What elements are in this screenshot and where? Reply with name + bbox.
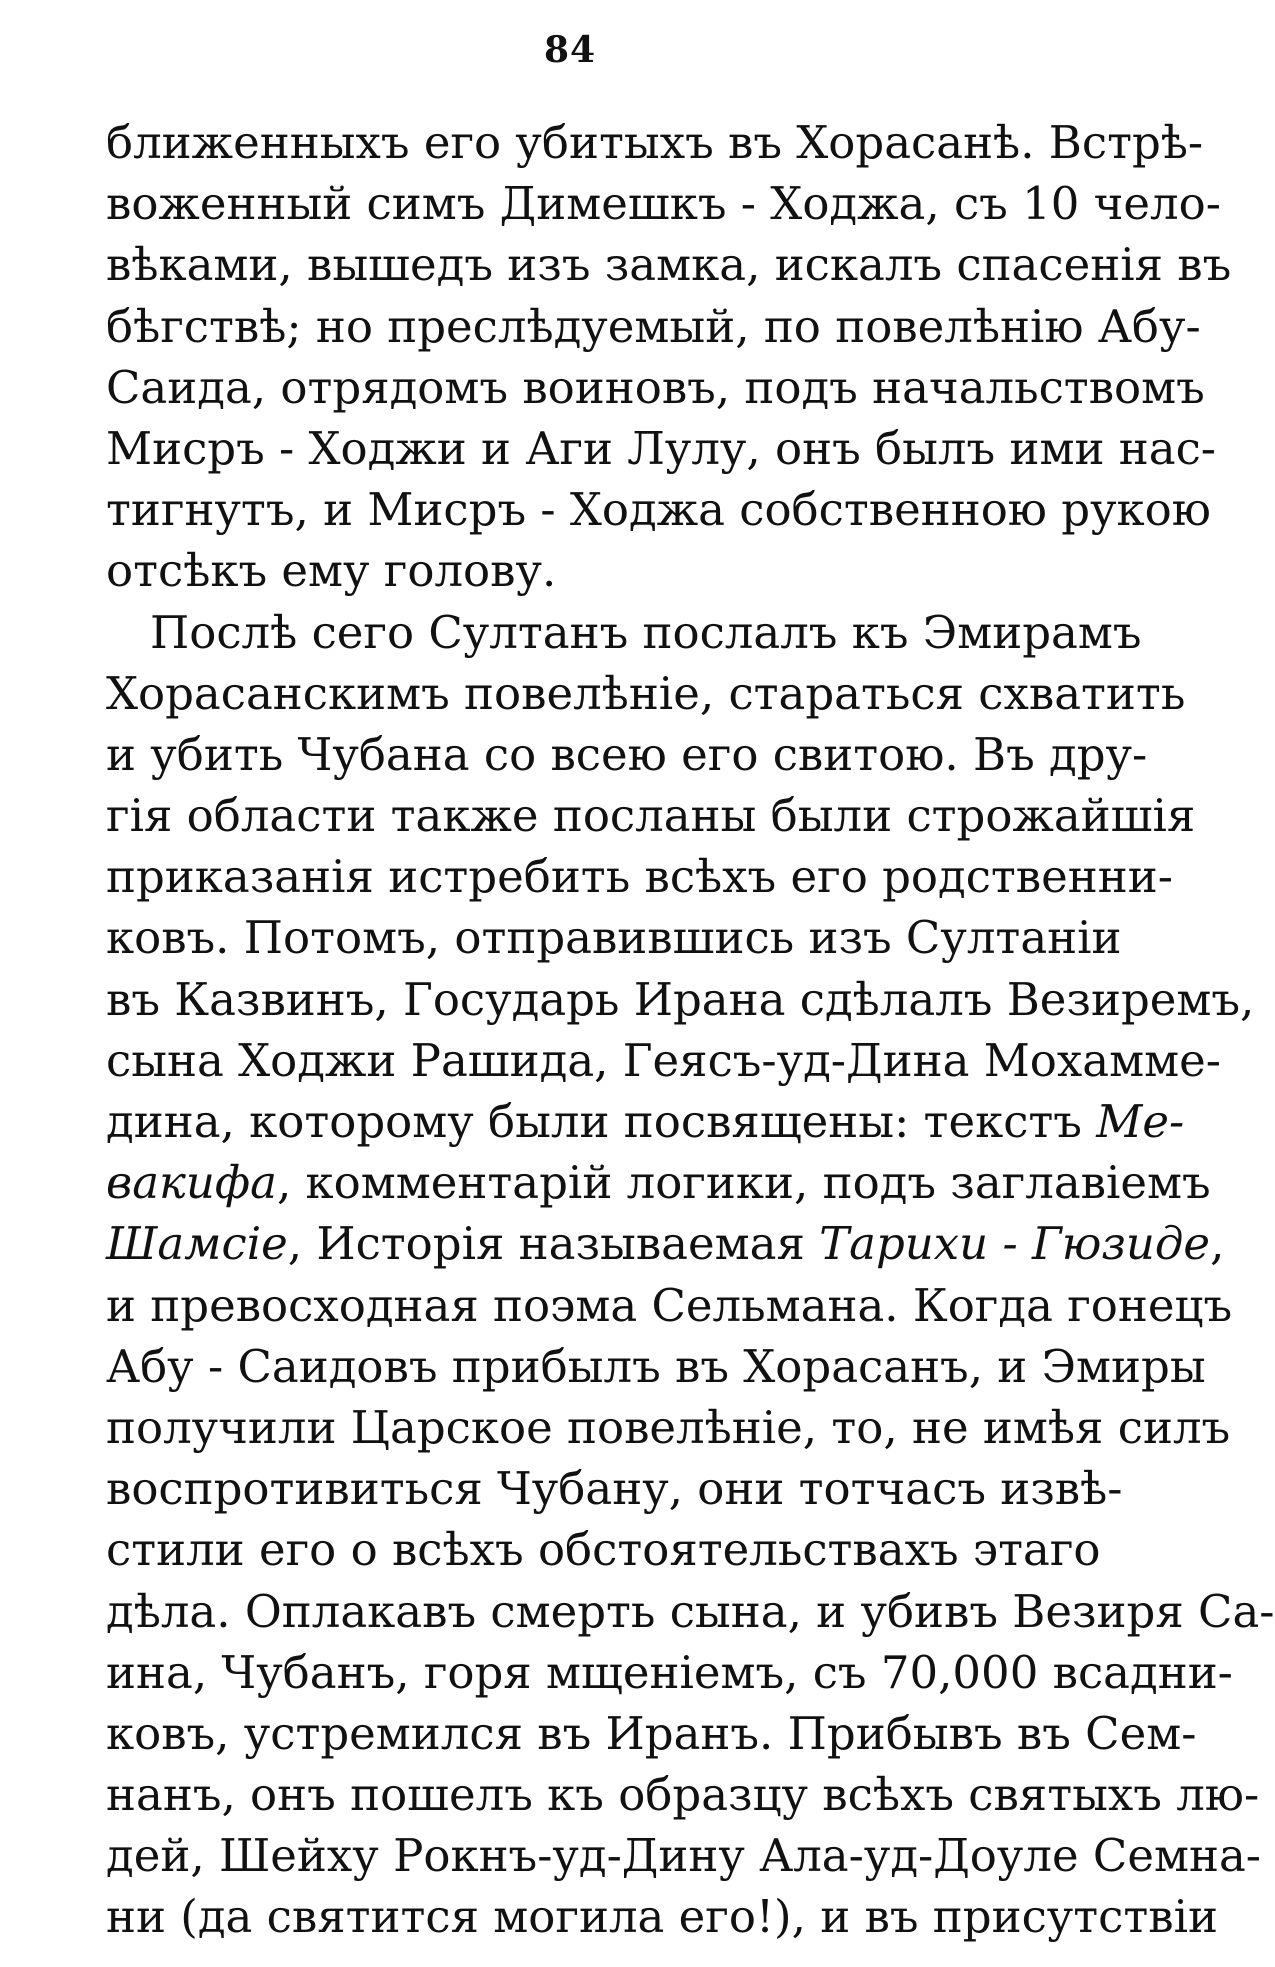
text-line <box>106 1519 1101 1580</box>
text-fragment: Абу - Саидовъ прибылъ въ Хорасанъ, и Эмиры <box>106 1339 1206 1393</box>
text-fragment: сына Ходжи Рашида, Геясъ-уд-Дина Мохамме- <box>106 1033 1221 1087</box>
text-line <box>106 112 1204 173</box>
text-line <box>106 1275 1233 1336</box>
italic-text-fragment: Тарихи - Гюзиде <box>819 1217 1211 1271</box>
text-fragment: воженный симъ Димешкъ - Ходжа, съ 10 чело- <box>106 177 1221 231</box>
text-fragment: воспротивиться Чубану, они тотчасъ извѣ- <box>106 1462 1123 1516</box>
text-line <box>106 173 1221 234</box>
text-line <box>106 1642 1233 1703</box>
text-line <box>106 785 1196 846</box>
text-line <box>106 724 1148 785</box>
italic-text-fragment: Шамсіе <box>106 1217 288 1271</box>
text-line <box>106 907 1122 968</box>
text-fragment: дѣла. Оплакавъ смерть сына, и убивъ Везиря Са- <box>106 1584 1275 1638</box>
text-line <box>106 846 1173 907</box>
text-line <box>106 1397 1231 1458</box>
text-line <box>106 1825 1261 1886</box>
text-line <box>106 1152 1211 1213</box>
text-fragment: отсѣкъ ему голову. <box>106 544 557 598</box>
italic-text-fragment: вакифа <box>106 1156 277 1210</box>
text-fragment: дей, Шейху Рокнъ-уд-Дину Ала-уд-Доуле Семна- <box>106 1829 1261 1883</box>
text-fragment: , <box>1210 1217 1225 1271</box>
text-line <box>106 234 1232 295</box>
text-line <box>106 1091 1185 1152</box>
text-line <box>106 1764 1260 1825</box>
text-line <box>106 663 1186 724</box>
text-line <box>106 1030 1221 1091</box>
text-line <box>106 969 1255 1030</box>
text-line <box>106 479 1211 540</box>
text-fragment: Мисръ - Ходжи и Аги Лулу, онъ былъ ими нас- <box>106 421 1216 475</box>
text-fragment: нанъ, онъ пошелъ къ образцу всѣхъ святыхъ лю- <box>106 1768 1260 1822</box>
text-fragment: тигнутъ, и Мисръ - Ходжа собственною рукою <box>106 483 1211 537</box>
text-fragment: ближенныхъ его убитыхъ въ Хорасанѣ. Встрѣ- <box>106 116 1204 169</box>
text-fragment: получили Царское повелѣніе, то, не имѣя силъ <box>106 1400 1231 1454</box>
text-line <box>106 418 1216 479</box>
text-fragment: ни (да святится могила его!), и въ присутствіи <box>106 1890 1218 1944</box>
text-fragment: дина, которому были посвящены: текстъ <box>106 1095 1097 1148</box>
text-fragment: стили его о всѣхъ обстоятельствахъ этаго <box>106 1523 1101 1577</box>
text-line <box>106 540 1076 601</box>
text-fragment: , комментарій логики, подъ заглавіемъ <box>276 1156 1211 1210</box>
body-text <box>106 112 1275 1948</box>
text-fragment: ковъ, устремился въ Иранъ. Прибывъ въ Сем- <box>106 1706 1197 1760</box>
text-line <box>106 357 1205 418</box>
italic-text-fragment: Ме- <box>1096 1095 1185 1148</box>
text-line <box>106 602 1142 663</box>
text-fragment: Саида, отрядомъ воиновъ, подъ начальствомъ <box>106 360 1205 414</box>
text-fragment: и превосходная поэма Сельмана. Когда гонецъ <box>106 1278 1233 1332</box>
text-fragment: приказанія истребить всѣхъ его родственни- <box>106 850 1173 904</box>
text-line <box>106 1703 1197 1764</box>
text-line <box>106 1213 1225 1274</box>
text-fragment: вѣками, вышедъ изъ замка, искалъ спасенія въ <box>106 238 1232 292</box>
text-fragment: въ Казвинъ, Государь Ирана сдѣлалъ Везиремъ, <box>106 972 1255 1026</box>
text-line <box>106 1458 1123 1519</box>
page-number: 84 <box>543 29 597 71</box>
text-line <box>106 296 1201 357</box>
text-fragment: Хорасанскимъ повелѣніе, стараться схватить <box>106 666 1186 720</box>
text-fragment: , Исторія называемая <box>287 1217 820 1271</box>
text-fragment: бѣгствѣ; но преслѣдуемый, по повелѣнію Абу- <box>106 299 1201 353</box>
text-fragment: Послѣ сего Султанъ послалъ къ Эмирамъ <box>150 605 1142 659</box>
text-fragment: ина, Чубанъ, горя мщеніемъ, съ 70,000 всадни- <box>106 1645 1233 1699</box>
text-fragment: гія области также посланы были строжайшія <box>106 789 1196 843</box>
text-line <box>106 1336 1206 1397</box>
text-fragment: ковъ. Потомъ, отправившись изъ Султаніи <box>106 911 1122 965</box>
text-fragment: и убить Чубана со всею его свитою. Въ дру- <box>106 727 1148 781</box>
text-line <box>106 1886 1218 1947</box>
text-line <box>106 1581 1275 1642</box>
